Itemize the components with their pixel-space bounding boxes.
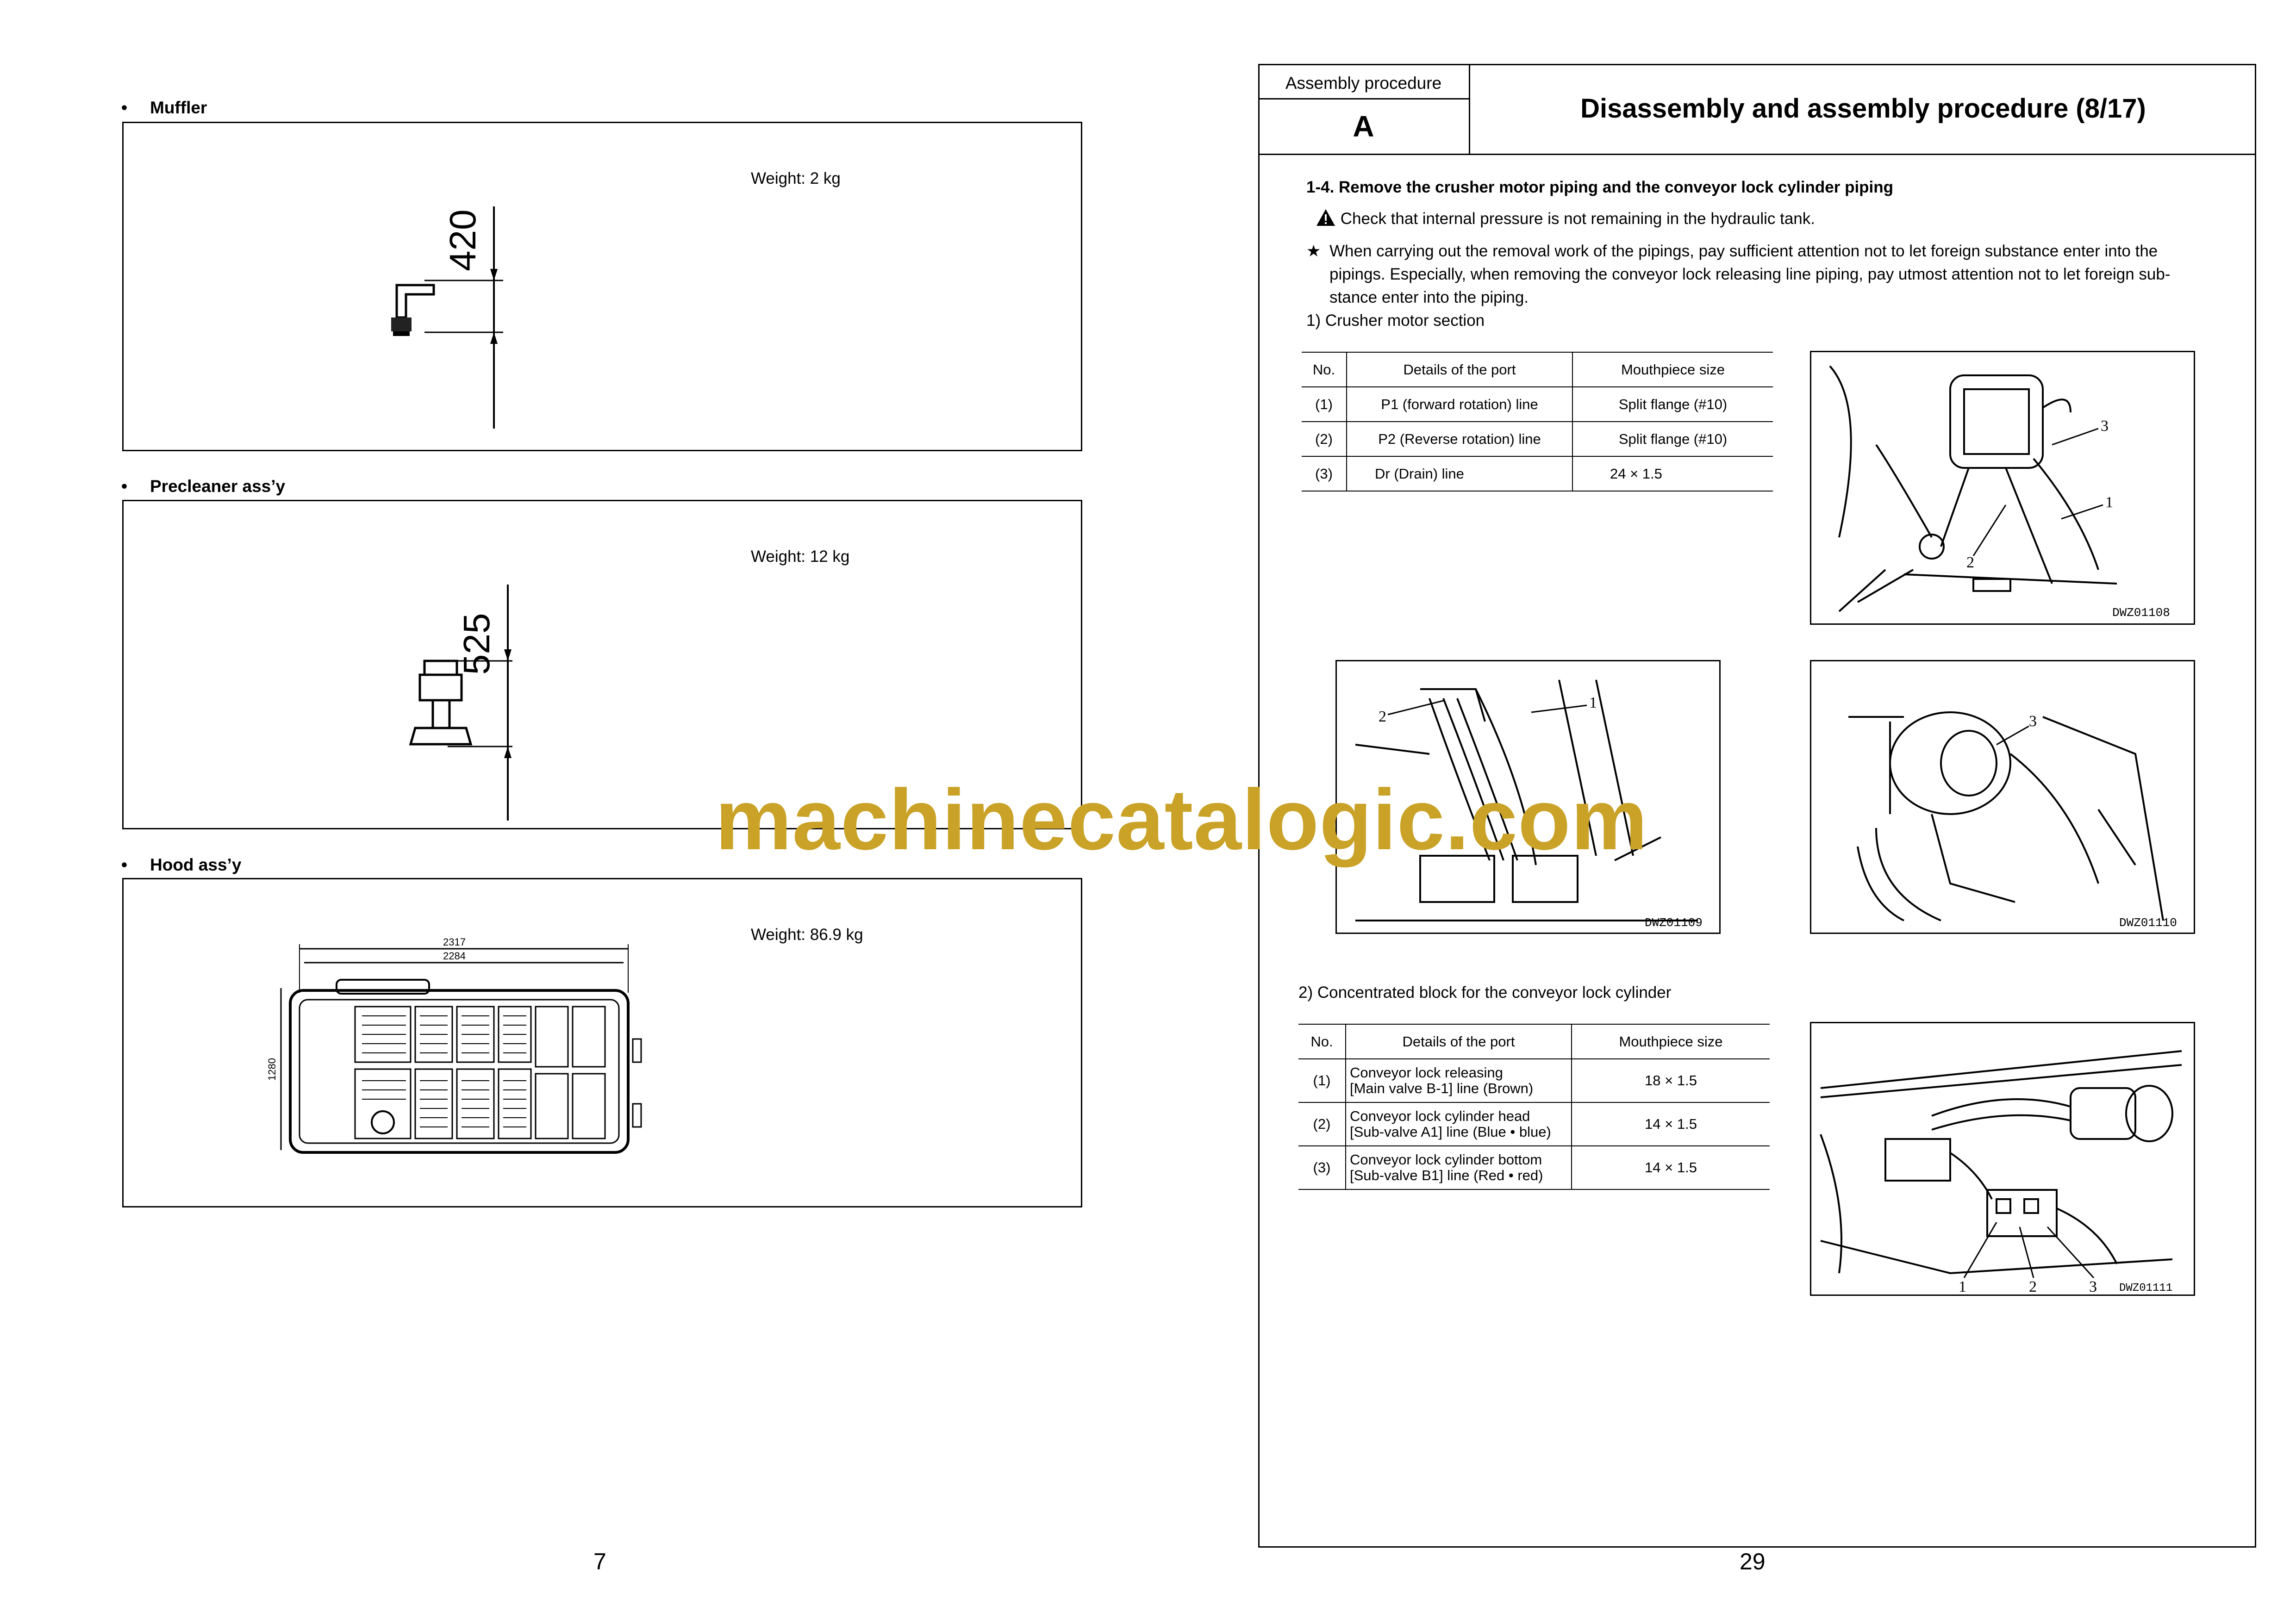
details-line-1: Conveyor lock cylinder bottom — [1350, 1151, 1542, 1168]
col-no: No. — [1302, 352, 1347, 387]
cell-no: (2) — [1298, 1102, 1346, 1146]
col-details: Details of the port — [1347, 352, 1572, 387]
callout-3: 3 — [2089, 1278, 2097, 1295]
figure-code: DWZ01111 — [2119, 1282, 2173, 1294]
table-row — [1302, 456, 1773, 491]
callout-2: 2 — [1379, 708, 1386, 725]
col-details: Details of the port — [1346, 1024, 1572, 1059]
left-page-number: 7 — [593, 1549, 606, 1574]
precleaner-dimension: 525 — [456, 613, 497, 675]
conveyor-lock-port-table — [1298, 1024, 1770, 1190]
details-line-2: [Main valve B-1] line (Brown) — [1350, 1080, 1534, 1096]
table-row — [1302, 387, 1773, 422]
hood-dim-outer: 2317 — [443, 936, 466, 948]
note-line-1: When carrying out the removal work of the pipings, pay sufficient attention not to let foreign substance enter into the — [1329, 242, 2158, 260]
cell-no: (3) — [1302, 456, 1347, 491]
hood-dim-inner: 2284 — [443, 950, 466, 962]
precleaner-heading: • Precleaner ass’y — [121, 477, 286, 496]
cell-details: P1 (forward rotation) line — [1347, 387, 1572, 422]
details-line-1: Conveyor lock cylinder head — [1350, 1108, 1530, 1124]
cell-details — [1346, 1146, 1572, 1189]
cell-size: 24 × 1.5 — [1572, 456, 1773, 491]
crusher-port-table — [1302, 352, 1773, 492]
cell-no: (1) — [1298, 1059, 1346, 1102]
muffler-heading: • Muffler — [121, 98, 207, 117]
precleaner-weight: Weight: 12 kg — [751, 548, 850, 566]
header-title: Disassembly and assembly procedure (8/17) — [1580, 93, 2146, 124]
step-title: 1-4. Remove the crusher motor piping and the conveyor lock cylinder piping — [1306, 178, 1894, 196]
hood-dim-height: 1280 — [266, 1058, 278, 1081]
callout-2: 2 — [1966, 554, 1974, 571]
warning-icon — [1316, 208, 1336, 227]
hood-drawing — [266, 936, 781, 1196]
callout-1: 1 — [2105, 494, 2113, 511]
right-page-number: 29 — [1740, 1549, 1766, 1574]
muffler-dimension: 420 — [442, 209, 483, 271]
note-line-2: pipings. Especially, when removing the conveyor lock releasing line piping, pay utmost attention not to let foreign sub- — [1329, 265, 2171, 283]
cell-size: 18 × 1.5 — [1572, 1059, 1770, 1102]
header-label-cell — [1258, 64, 1470, 154]
details-line-1: Conveyor lock releasing — [1350, 1064, 1503, 1081]
col-size: Mouthpiece size — [1572, 352, 1773, 387]
cell-no: (1) — [1302, 387, 1347, 422]
col-size: Mouthpiece size — [1572, 1024, 1770, 1059]
figure-drain-1110 — [1810, 660, 2195, 934]
note-star: ★ — [1306, 242, 1321, 260]
note-line-3: stance enter into the piping. — [1329, 288, 1529, 306]
cell-size: Split flange (#10) — [1572, 422, 1773, 456]
muffler-weight: Weight: 2 kg — [751, 169, 841, 187]
table-row — [1298, 1102, 1770, 1146]
muffler-drawing — [364, 188, 596, 429]
cell-details — [1346, 1059, 1572, 1102]
figure-code: DWZ01109 — [1645, 916, 1703, 930]
details-line-2: [Sub-valve B1] line (Red • red) — [1350, 1167, 1543, 1183]
watermark: machinecatalogic.com — [715, 772, 1648, 868]
procedure-header — [1258, 64, 2256, 155]
hood-weight: Weight: 86.9 kg — [751, 926, 863, 944]
cell-no: (3) — [1298, 1146, 1346, 1189]
callout-2: 2 — [2029, 1278, 2037, 1295]
figure-code: DWZ01108 — [2112, 606, 2170, 620]
hood-heading: • Hood ass’y — [121, 855, 242, 874]
table-row — [1302, 422, 1773, 456]
muffler-figure — [122, 122, 1082, 451]
cell-size: Split flange (#10) — [1572, 387, 1773, 422]
warning-text: Check that internal pressure is not remaining in the hydraulic tank. — [1340, 210, 1815, 228]
header-label: Assembly procedure — [1258, 68, 1469, 100]
callout-3: 3 — [2101, 417, 2109, 435]
precleaner-drawing — [374, 561, 605, 821]
warning-line — [1316, 207, 1815, 230]
cell-details: P2 (Reverse rotation) line — [1347, 422, 1572, 456]
details-line-2: [Sub-valve A1] line (Blue • blue) — [1350, 1124, 1551, 1140]
col-no: No. — [1298, 1024, 1346, 1059]
table-row — [1298, 1146, 1770, 1189]
callout-3: 3 — [2029, 713, 2037, 730]
figure-code: DWZ01110 — [2119, 916, 2177, 930]
note-text — [1329, 240, 2251, 309]
table-header-row — [1298, 1024, 1770, 1059]
section-2-heading: 2) Concentrated block for the conveyor lock cylinder — [1298, 983, 1672, 1002]
callout-1: 1 — [1959, 1278, 1966, 1295]
section-1-heading: 1) Crusher motor section — [1306, 311, 1485, 330]
cell-details: Dr (Drain) line — [1347, 456, 1572, 491]
hood-figure — [122, 878, 1082, 1207]
callout-1: 1 — [1589, 694, 1597, 711]
cell-no: (2) — [1302, 422, 1347, 456]
cell-size: 14 × 1.5 — [1572, 1102, 1770, 1146]
header-letter: A — [1353, 110, 1374, 143]
cell-size: 14 × 1.5 — [1572, 1146, 1770, 1189]
figure-crusher-motor — [1810, 351, 2195, 625]
cell-details — [1346, 1102, 1572, 1146]
table-row — [1298, 1059, 1770, 1102]
table-header-row — [1302, 352, 1773, 387]
figure-conveyor-lock-block — [1810, 1022, 2195, 1296]
